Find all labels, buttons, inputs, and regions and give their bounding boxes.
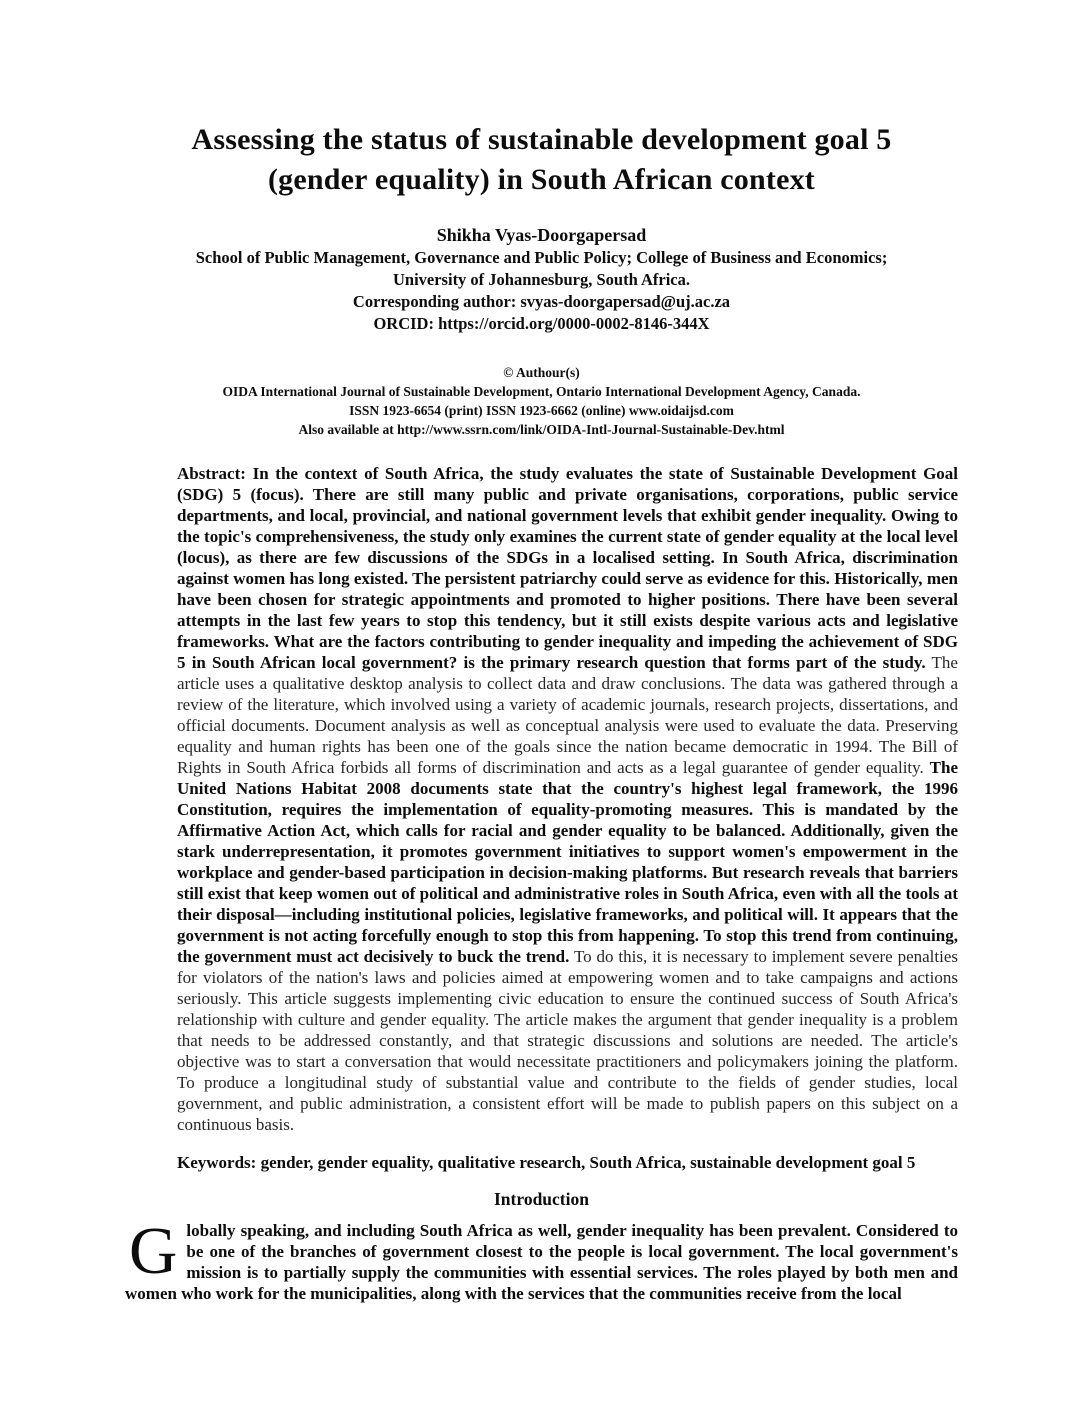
availability-line: Also available at http://www.ssrn.com/link/OIDA-Intl-Journal-Sustainable-Dev.html xyxy=(298,422,785,437)
orcid-line: ORCID: https://orcid.org/0000-0002-8146-344X xyxy=(373,314,710,333)
abstract-segment: The United Nations Habitat 2008 documents state that the country's highest legal framework, the 1996 Constitution, requires the implementation of equality-promoting measures. This is mandated by the Affirmative Action Act, which calls for racial and gender equality to be balanced. Additionally, given the stark underrepresentation, it promotes government initiatives to support women's empowerment in the workplace and gender-based participation in decision-making platforms. But research reveals that barriers still exist that keep women out of political and administrative roles in South Africa, even with all the tools at their disposal—including institutional policies, legislative frameworks, and political will. It appears that the government is not acting forcefully enough to stop this from happening. To stop this trend from continuing, the government must act decisively to buck the trend. xyxy=(177,758,959,966)
author-affiliation-line1: School of Public Management, Governance and Public Policy; College of Business and Economics; xyxy=(195,248,888,267)
page-title xyxy=(125,120,958,200)
paper-title-line2: (gender equality) in South African context xyxy=(267,163,815,196)
section-heading-introduction: Introduction xyxy=(494,1189,589,1209)
author-name: Shikha Vyas-Doorgapersad xyxy=(436,225,647,245)
keywords-text: gender, gender equality, qualitative research, South Africa, sustainable development goal 5 xyxy=(260,1153,916,1172)
corresponding-author-line: Corresponding author: svyas-doorgapersad@uj.ac.za xyxy=(352,292,731,311)
abstract-segment: The article uses a qualitative desktop analysis to collect data and draw conclusions. The data was gathered through a review of the literature, which involved using a variety of academic journals, research projects, dissertations, and official documents. Document analysis as well as conceptual analysis were used to evaluate the data. Preserving equality and human rights has been one of the goals since the nation became democratic in 1994. The Bill of Rights in South Africa forbids all forms of discrimination and acts as a legal guarantee of gender equality. xyxy=(177,653,958,777)
keywords-line xyxy=(177,1152,958,1173)
dropcap-letter: G xyxy=(129,1214,178,1288)
introduction-paragraph xyxy=(125,1214,958,1304)
copyright-line: © Authour(s) xyxy=(503,365,580,380)
issn-line: ISSN 1923-6654 (print) ISSN 1923-6662 (online) www.oidaijsd.com xyxy=(349,403,734,418)
journal-imprint xyxy=(125,363,958,439)
paper-title-line1: Assessing the status of sustainable development goal 5 xyxy=(191,123,892,156)
abstract-segment: In the context of South Africa, the study evaluates the state of Sustainable Development Goal (SDG) 5 (focus). There are still many public and private organisations, corporations, public service departments, and local, provincial, and national government levels that exhibit gender inequality. Owing to the topic's comprehensiveness, the study only examines the current state of gender equality at the local level (locus), as there are few discussions of the SDGs in a localised setting. In South Africa, discrimination against women has long existed. The persistent patriarchy could serve as evidence for this. Historically, men have been chosen for strategic appointments and promoted to higher positions. There have been several attempts in the last few years to stop this tendency, but it still exists despite various acts and legislative frameworks. What are the factors contributing to gender inequality and impeding the achievement of SDG 5 in South African local government? is the primary research question that forms part of the study. xyxy=(177,464,959,672)
abstract-paragraph xyxy=(177,463,958,1135)
abstract-label: Abstract: xyxy=(177,464,246,483)
author-affiliation-line2: University of Johannesburg, South Africa. xyxy=(392,270,691,289)
introduction-text: lobally speaking, and including South Africa as well, gender inequality has been prevalent. Considered to be one of the branches of government closest to the people is local government. The local government's mission is to partially supply the communities with essential services. The roles played by both men and women who work for the municipalities, along with the services that the communities receive from the local xyxy=(125,1221,958,1303)
keywords-label: Keywords: xyxy=(177,1153,257,1172)
journal-name-line: OIDA International Journal of Sustainable Development, Ontario International Development Agency, Canada. xyxy=(222,384,861,399)
abstract-segment: To do this, it is necessary to implement severe penalties for violators of the nation's laws and policies aimed at empowering women and to take campaigns and actions seriously. This article suggests implementing civic education to ensure the continued success of South Africa's relationship with culture and gender equality. The article makes the argument that gender inequality is a problem that needs to be addressed constantly, and that strategic discussions and solutions are needed. The article's objective was to start a conversation that would necessitate practitioners and policymakers joining the platform. To produce a longitudinal study of substantial value and contribute to the fields of gender studies, local government, and public administration, a consistent effort will be made to publish papers on this subject on a continuous basis. xyxy=(177,947,958,1134)
